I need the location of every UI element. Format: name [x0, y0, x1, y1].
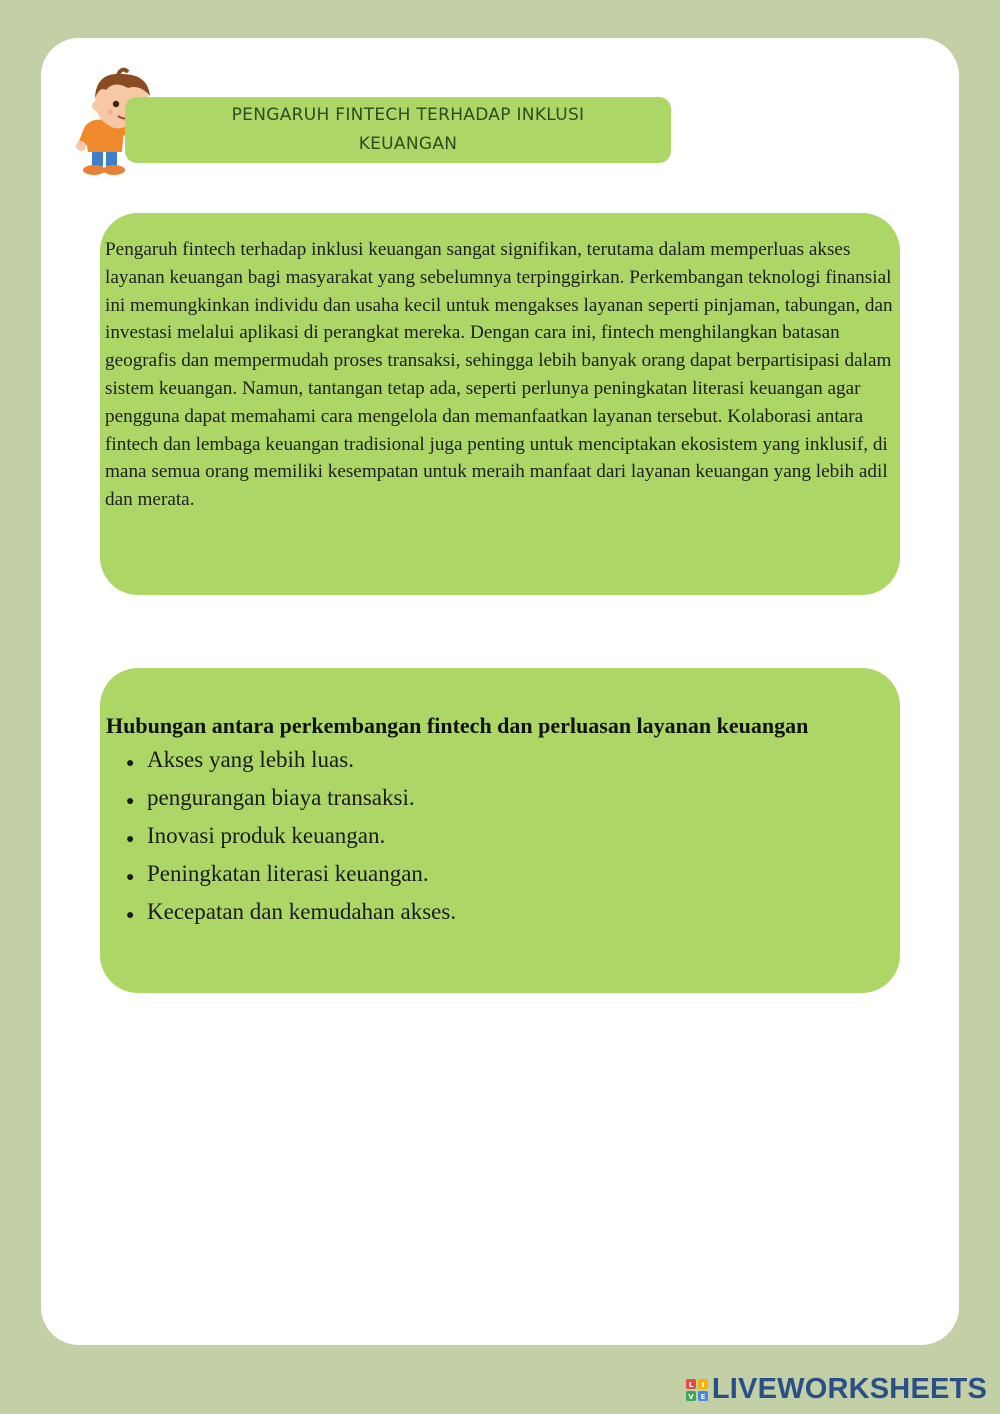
liveworksheets-logo-icon [686, 1379, 708, 1401]
bullet-icon: ● [126, 870, 135, 885]
intro-paragraph: Pengaruh fintech terhadap inklusi keuangan sangat signifikan, terutama dalam memperluas akses layanan keuangan bagi masyarakat yang sebelumnya terpinggirkan. Perkembangan teknologi finansial ini memungkinkan individu dan usaha kecil untuk mengakses layanan seperti pinjaman, tabungan, dan investasi melalui aplikasi di perangkat mereka. Dengan cara ini, fintech menghilangkan batasan geografis dan mempermudah proses transaksi, sehingga lebih banyak orang dapat berpartisipasi dalam sistem keuangan. Namun, tantangan tetap ada, seperti perlunya peningkatan literasi keuangan agar pengguna dapat memahami cara mengelola dan memanfaatkan layanan tersebut. Kolaborasi antara fintech dan lembaga keuangan tradisional juga penting untuk menciptakan ekosistem yang inklusif, di mana semua orang memiliki kesempatan untuk meraih manfaat dari layanan keuangan yang lebih adil dan merata. [105, 239, 893, 511]
relation-box [100, 668, 900, 993]
bullet-icon: ● [126, 908, 135, 923]
liveworksheets-brand[interactable] [686, 1373, 987, 1406]
brand-name: LIVEWORKSHEETS [711, 1373, 987, 1405]
list-item [126, 743, 900, 781]
svg-text:L: L [688, 1380, 694, 1389]
list-item [126, 895, 900, 933]
page-title: PENGARUH FINTECH TERHADAP INKLUSI KEUANGAN [231, 105, 585, 154]
title-banner [125, 97, 671, 163]
list-item [126, 857, 900, 895]
list-item-text: Peningkatan literasi keuangan. [147, 861, 429, 886]
list-item-text: Akses yang lebih luas. [147, 747, 354, 772]
bullet-icon: ● [126, 832, 135, 847]
svg-text:V: V [688, 1392, 694, 1401]
bullet-icon: ● [126, 794, 135, 809]
list-item [126, 819, 900, 857]
intro-box [100, 213, 900, 595]
list-item-text: Kecepatan dan kemudahan akses. [147, 899, 457, 924]
svg-text:I: I [701, 1380, 705, 1389]
svg-text:E: E [700, 1392, 706, 1401]
bullet-icon: ● [126, 756, 135, 771]
relation-heading: Hubungan antara perkembangan fintech dan perluasan layanan keuangan [106, 713, 809, 738]
list-item-text: Inovasi produk keuangan. [147, 823, 386, 848]
list-item-text: pengurangan biaya transaksi. [147, 785, 415, 810]
list-item [126, 781, 900, 819]
relation-list [106, 743, 900, 933]
